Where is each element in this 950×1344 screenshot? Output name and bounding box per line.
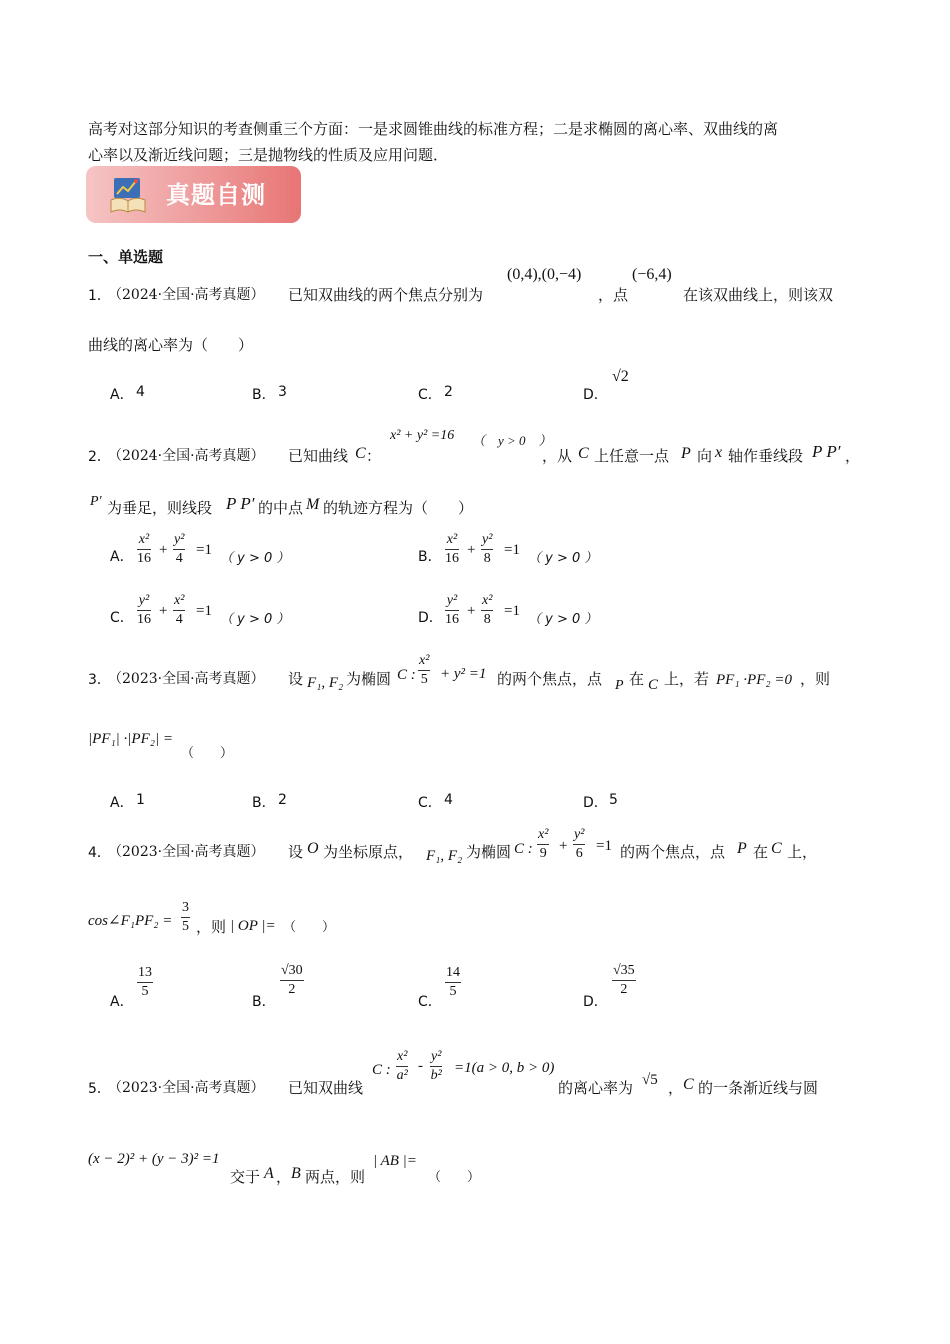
q4-cos-frac	[181, 901, 190, 934]
q4-text-b: 为坐标原点，	[323, 843, 414, 861]
q2-option-a-num-1: x²	[137, 533, 151, 550]
q4-option-c-label: C．	[418, 994, 442, 1010]
q2-line2-text-d: 的轨迹方程为（ ）	[323, 499, 474, 517]
q4-text-d: 的两个焦点，点	[620, 843, 726, 861]
q2-curve: C	[355, 445, 366, 462]
q1-option-a-value: 4	[136, 384, 145, 400]
q5-c: C	[683, 1076, 694, 1093]
q3-text-f: ，则	[800, 670, 831, 688]
q4-option-a-num: 13	[137, 966, 153, 983]
q2-option-d-num-1: y²	[445, 594, 459, 611]
q2-text-f: ，	[845, 447, 861, 465]
q4-option-d-num: √35	[612, 964, 636, 981]
book-chart-icon	[108, 174, 148, 218]
q2-option-c-den-2: 4	[175, 612, 183, 627]
q2-option-d-den-2: 8	[483, 612, 491, 627]
q2-option-a-num-2: y²	[173, 533, 185, 550]
q3-option-c-label: C．	[418, 795, 442, 811]
q5-source: （2023·全国·高考真题）	[108, 1080, 265, 1096]
q2-text-d: 向	[697, 447, 713, 465]
q5-ab: | AB |=	[373, 1153, 417, 1169]
q5-eq-num-1: x²	[396, 1050, 408, 1067]
q1-option-a-label: A．	[110, 387, 134, 403]
q2-option-a-frac-2	[173, 533, 185, 566]
intro-line-2: 心率以及渐近线问题；三是抛物线的性质及应用问题．	[88, 146, 449, 164]
q3-dot-product: PF₁ ·PF₂ =0	[716, 672, 792, 688]
q4-eq-lhs: C :	[514, 841, 533, 857]
q2-option-c-frac-1	[137, 594, 151, 627]
q4-eq-frac-1	[537, 828, 549, 861]
q2-option-b-rhs: =1	[504, 542, 520, 558]
q5-circle: (x − 2)² + (y − 3)² =1	[88, 1151, 220, 1167]
q1-point: (−6,4)	[632, 266, 672, 283]
q2-option-a-den-1: 16	[137, 551, 151, 566]
q1-line-2: 曲线的离心率为（ ）	[88, 336, 254, 354]
q4-text-c: 为椭圆	[466, 843, 512, 861]
q2-option-b-num-2: y²	[481, 533, 493, 550]
q4-text-f: 上，	[787, 843, 818, 861]
q3-option-c-value: 4	[444, 792, 453, 808]
q2-line2-text-c: 的中点	[258, 499, 304, 517]
q2-x: x	[715, 444, 723, 461]
q2-option-d-frac-2	[481, 594, 493, 627]
q2-source: （2024·全国·高考真题）	[108, 448, 265, 464]
q2-option-c-label: C．	[110, 610, 134, 626]
q2-number: 2．	[88, 449, 111, 465]
q2-option-b-den-1: 16	[445, 551, 459, 566]
q4-eq-num-2: y²	[573, 828, 585, 845]
q4-op: | OP |=	[230, 918, 276, 934]
q5-a: A	[264, 1165, 274, 1182]
q4-text-e: 在	[753, 843, 769, 861]
q3-eq-rest: + y² =1	[440, 666, 487, 682]
q2-option-a-den-2: 4	[175, 551, 183, 566]
q4-option-b-label: B．	[252, 994, 276, 1010]
q5-eq-num-2: y²	[430, 1050, 442, 1067]
q5-paren: （ ）	[428, 1170, 481, 1185]
q3-text-c: 的两个焦点，点	[497, 670, 603, 688]
q4-cos-lhs: cos∠F₁PF₂ =	[88, 913, 173, 929]
q5-eq-den-2: b²	[430, 1068, 442, 1083]
q2-option-b-den-2: 8	[483, 551, 491, 566]
q2-option-a-label: A．	[110, 549, 134, 565]
q4-option-b-den: 2	[288, 982, 296, 997]
q1-option-c-value: 2	[444, 384, 453, 400]
q3-eq-den: 5	[420, 672, 428, 687]
q3-option-d-value: 5	[609, 792, 618, 808]
q4-c: C	[771, 840, 782, 857]
q2-c: C	[578, 445, 589, 462]
q4-source: （2023·全国·高考真题）	[108, 844, 265, 860]
q1-option-b-value: 3	[278, 384, 287, 400]
q3-eq-frac	[418, 654, 430, 687]
q2-option-a-frac-1	[137, 533, 151, 566]
q5-eq-rest: =1(a > 0, b > 0)	[454, 1060, 555, 1076]
q3-option-a-value: 1	[136, 792, 145, 808]
q1-number: 1．	[88, 288, 111, 304]
q2-text-a: 已知曲线	[288, 447, 349, 465]
q3-source: （2023·全国·高考真题）	[108, 671, 265, 687]
q4-cos-num: 3	[181, 901, 190, 918]
q5-text-c: ，	[668, 1079, 684, 1097]
q3-line-2: |PF₁| ·|PF₂| =	[88, 731, 173, 747]
q4-number: 4．	[88, 845, 111, 861]
q3-option-b-value: 2	[278, 792, 287, 808]
q2-p: P	[681, 445, 691, 462]
q4-option-a-den: 5	[141, 984, 149, 999]
q2-condition: （ y > 0 ）	[472, 433, 552, 448]
q2-m: M	[306, 496, 320, 513]
q2-segment: P P′	[812, 442, 841, 461]
q4-eq-num-1: x²	[537, 828, 549, 845]
q5-text-d: 的一条渐近线与圆	[698, 1079, 819, 1097]
q1-option-b-label: B．	[252, 387, 276, 403]
q5-comma: ，	[276, 1168, 292, 1186]
q2-text-b: ，从	[542, 447, 573, 465]
q2-option-b-cond: （ y > 0 ）	[528, 551, 598, 566]
q3-line-2-paren: （ ）	[181, 746, 234, 761]
q2-option-a-cond: （ y > 0 ）	[220, 551, 290, 566]
q2-option-b-plus: +	[467, 542, 476, 558]
q3-option-b-label: B．	[252, 795, 276, 811]
q2-line2-segment: P P′	[226, 494, 255, 513]
q4-option-c-frac	[445, 966, 461, 999]
section-banner	[86, 166, 301, 223]
q2-option-d-label: D．	[418, 610, 443, 626]
q4-text-a: 设	[288, 843, 304, 861]
q2-line2-foot: P′	[90, 494, 102, 509]
q3-text-e: 上，若	[664, 670, 710, 688]
q1-source: （2024·全国·高考真题）	[108, 287, 265, 303]
q2-option-c-num-1: y²	[137, 594, 151, 611]
q5-eq-frac-2	[430, 1050, 442, 1083]
q4-option-a-label: A．	[110, 994, 134, 1010]
q2-option-d-rhs: =1	[504, 603, 520, 619]
q4-o: O	[307, 840, 319, 857]
q5-text-e: 交于	[230, 1168, 261, 1186]
q4-option-d-den: 2	[620, 982, 628, 997]
q2-option-d-plus: +	[467, 603, 476, 619]
q5-text-f: 两点，则	[305, 1168, 366, 1186]
q3-p: P	[615, 678, 624, 693]
q4-eq-den-2: 6	[575, 846, 583, 861]
q2-option-c-num-2: x²	[173, 594, 185, 611]
q2-option-a-rhs: =1	[196, 542, 212, 558]
q2-option-d-cond: （ y > 0 ）	[528, 612, 598, 627]
q4-text-g: ，则	[196, 918, 227, 936]
q5-eq-frac-1	[396, 1050, 408, 1083]
q4-option-b-frac	[280, 964, 304, 997]
q2-option-b-frac-1	[445, 533, 459, 566]
q4-eq-plus: +	[559, 838, 568, 854]
q4-eq-rhs: =1	[596, 838, 612, 854]
q2-option-b-frac-2	[481, 533, 493, 566]
q4-foci: F₁, F₂	[426, 848, 463, 864]
q1-text-c: 在该双曲线上，则该双	[683, 286, 834, 304]
q2-option-c-cond: （ y > 0 ）	[220, 612, 290, 627]
q5-eq-minus: -	[418, 1058, 423, 1074]
intro-line-1: 高考对这部分知识的考查侧重三个方面：一是求圆锥曲线的标准方程；二是求椭圆的离心率、双曲线的离	[88, 120, 779, 138]
q5-text-a: 已知双曲线	[288, 1079, 364, 1097]
q4-paren: （ ）	[283, 920, 336, 935]
q3-number: 3．	[88, 672, 111, 688]
q2-option-a-plus: +	[159, 542, 168, 558]
q3-foci: F₁, F₂	[307, 675, 344, 691]
q5-eq-lhs: C :	[372, 1062, 391, 1078]
q2-colon: ：	[366, 447, 382, 465]
q1-option-d-label: D．	[583, 387, 608, 403]
q2-option-d-den-1: 16	[445, 612, 459, 627]
q5-ecc: √5	[642, 1072, 658, 1088]
q4-eq-den-1: 9	[539, 846, 547, 861]
q3-text-a: 设	[288, 670, 304, 688]
q2-option-b-num-1: x²	[445, 533, 459, 550]
q3-option-d-label: D．	[583, 795, 608, 811]
q1-text-a: 已知双曲线的两个焦点分别为	[288, 286, 484, 304]
q4-option-d-label: D．	[583, 994, 608, 1010]
q4-option-b-num: √30	[280, 964, 304, 981]
q3-c: C	[648, 677, 659, 693]
q4-cos-den: 5	[182, 919, 189, 934]
q5-b: B	[291, 1165, 301, 1182]
q1-text-b: ，点	[598, 286, 629, 304]
q4-p: P	[737, 840, 747, 857]
q3-eq-num: x²	[418, 654, 430, 671]
q2-option-d-frac-1	[445, 594, 459, 627]
q5-eq-den-1: a²	[396, 1068, 408, 1083]
q1-option-c-label: C．	[418, 387, 442, 403]
q2-option-c-rhs: =1	[196, 603, 212, 619]
q2-option-c-frac-2	[173, 594, 185, 627]
q1-option-d-value: √2	[612, 368, 629, 385]
banner-title: 真题自测	[166, 181, 266, 209]
q4-option-c-den: 5	[449, 984, 457, 999]
q4-option-a-frac	[137, 966, 153, 999]
q2-line2-text-b: 为垂足，则线段	[107, 499, 213, 517]
q3-text-d: 在	[629, 670, 645, 688]
q3-eq-lhs: C :	[397, 667, 416, 683]
q2-option-c-plus: +	[159, 603, 168, 619]
q3-option-a-label: A．	[110, 795, 134, 811]
q3-text-b: 为椭圆	[346, 670, 392, 688]
q2-option-c-den-1: 16	[137, 612, 151, 627]
q4-option-c-num: 14	[445, 966, 461, 983]
section-title: 一、单选题	[88, 248, 164, 266]
q2-option-b-label: B．	[418, 549, 442, 565]
q2-text-c: 上任意一点	[594, 447, 670, 465]
q2-equation: x² + y² =16	[390, 428, 455, 443]
q4-option-d-frac	[612, 964, 636, 997]
q5-number: 5．	[88, 1081, 111, 1097]
q2-text-e: 轴作垂线段	[728, 447, 804, 465]
q4-eq-frac-2	[573, 828, 585, 861]
q2-option-d-num-2: x²	[481, 594, 493, 611]
q1-foci: (0,4),(0,−4)	[507, 266, 582, 283]
q5-text-b: 的离心率为	[558, 1079, 634, 1097]
